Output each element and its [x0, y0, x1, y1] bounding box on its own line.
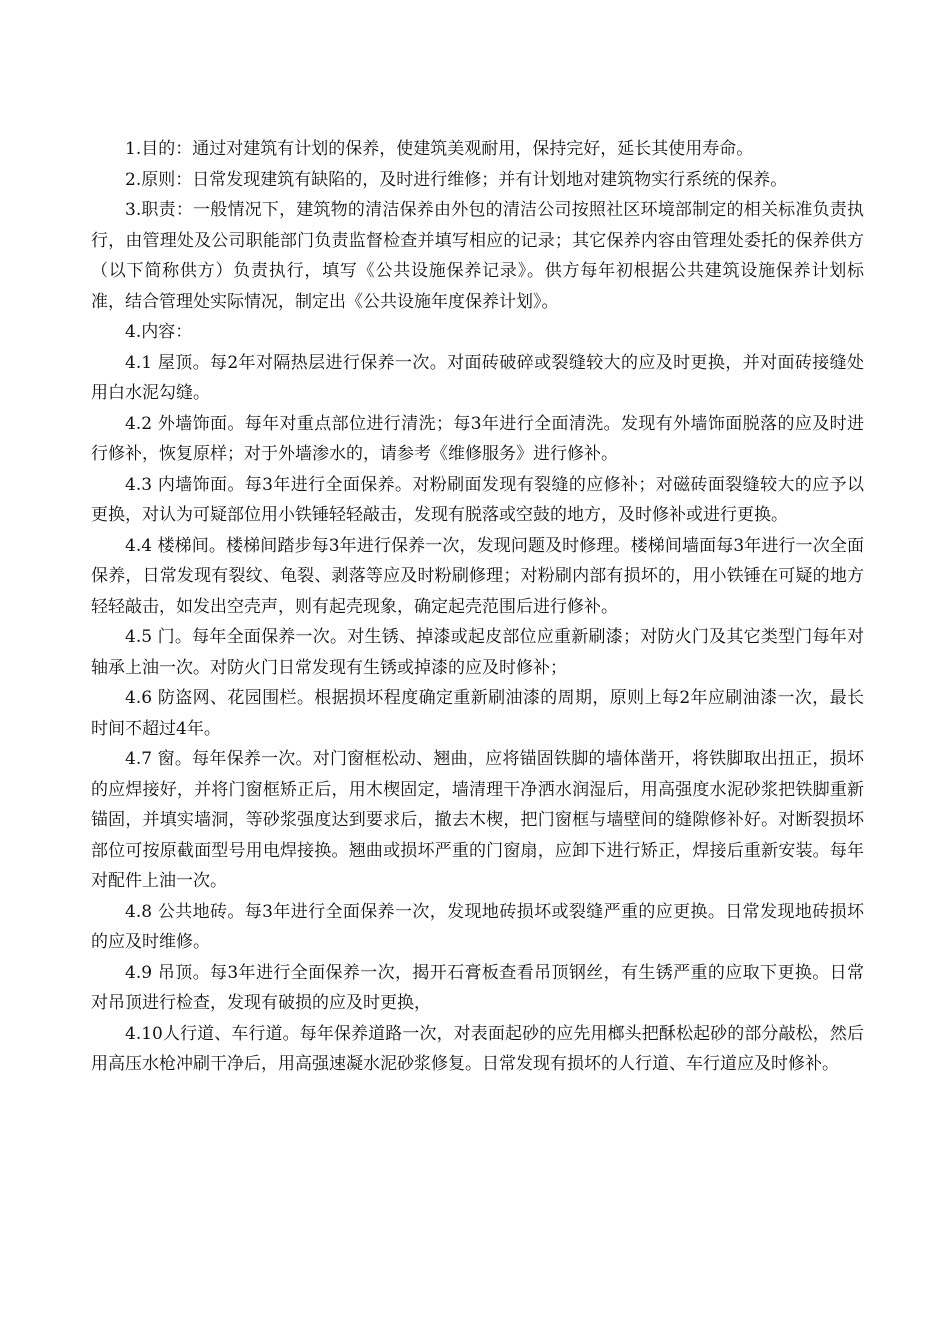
paragraph-stairwell: 4.4 楼梯间。楼梯间踏步每3年进行保养一次，发现问题及时修理。楼梯间墙面每3年进行一次全面保养，日常发现有裂纹、龟裂、剥落等应及时粉刷修理；对粉刷内部有损坏的，用小铁锤在可疑的地方轻轻敲击，如发出空壳声，则有起壳现象，确定起壳范围后进行修补。: [91, 535, 864, 617]
paragraph-security-railings: 4.6 防盗网、花园围栏。根据损坏程度确定重新刷油漆的周期，原则上每2年应刷油漆一次，最长时间不超过4年。: [91, 688, 864, 739]
paragraph-windows: 4.7 窗。每年保养一次。对门窗框松动、翘曲，应将锚固铁脚的墙体凿开，将铁脚取出扭正，损坏的应焊接好，并将门窗框矫正后，用木楔固定，墙清理干净洒水润湿后，用高强度水泥砂浆把铁脚重新锚固，并填实墙洞，等砂浆强度达到要求后，撤去木楔，把门窗框与墙壁间的缝隙修补好。对断裂损坏部位可按原截面型号用电焊接换。翘曲或损坏严重的门窗扇，应卸下进行矫正，焊接后重新安装。每年对配件上油一次。: [91, 749, 864, 891]
paragraph-content-heading: 4.内容：: [125, 322, 193, 342]
paragraph-roof: 4.1 屋顶。每2年对隔热层进行保养一次。对面砖破碎或裂缝较大的应及时更换，并对面砖接缝处用白水泥勾缝。: [91, 352, 864, 403]
paragraph-responsibility: 3.职责：一般情况下，建筑物的清洁保养由外包的清洁公司按照社区环境部制定的相关标准负责执行，由管理处及公司职能部门负责监督检查并填写相应的记录；其它保养内容由管理处委托的保养供方（以下简称供方）负责执行，填写《公共设施保养记录》。供方每年初根据公共建筑设施保养计划标准，结合管理处实际情况，制定出《公共设施年度保养计划》。: [91, 200, 864, 312]
paragraph-doors: 4.5 门。每年全面保养一次。对生锈、掉漆或起皮部位应重新刷漆；对防火门及其它类型门每年对轴承上油一次。对防火门日常发现有生锈或掉漆的应及时修补；: [91, 627, 864, 678]
paragraph-exterior-wall: 4.2 外墙饰面。每年对重点部位进行清洗；每3年进行全面清洗。发现有外墙饰面脱落的应及时进行修补，恢复原样；对于外墙渗水的，请参考《维修服务》进行修补。: [91, 413, 864, 464]
paragraph-ceiling: 4.9 吊顶。每3年进行全面保养一次，揭开石膏板查看吊顶钢丝，有生锈严重的应取下更换。日常对吊顶进行检查，发现有破损的应及时更换，: [91, 962, 864, 1013]
paragraph-interior-wall: 4.3 内墙饰面。每3年进行全面保养。对粉刷面发现有裂缝的应修补；对磁砖面裂缝较大的应予以更换，对认为可疑部位用小铁锤轻轻敲击，发现有脱落或空鼓的地方，及时修补或进行更换。: [91, 474, 864, 525]
paragraph-principle: 2.原则：日常发现建筑有缺陷的，及时进行维修；并有计划地对建筑物实行系统的保养。: [125, 169, 788, 190]
paragraph-floor-tiles: 4.8 公共地砖。每3年进行全面保养一次，发现地砖损坏或裂缝严重的应更换。日常发现地砖损坏的应及时维修。: [91, 901, 864, 952]
paragraph-roads: 4.10人行道、车行道。每年保养道路一次，对表面起砂的应先用榔头把酥松起砂的部分敲松，然后用高压水枪冲刷干净后，用高强速凝水泥砂浆修复。日常发现有损坏的人行道、车行道应及时修补。: [91, 1023, 864, 1074]
paragraph-purpose: 1.目的：通过对建筑有计划的保养，使建筑美观耐用，保持完好，延长其使用寿命。: [125, 139, 754, 159]
document-body: [91, 134, 864, 1080]
